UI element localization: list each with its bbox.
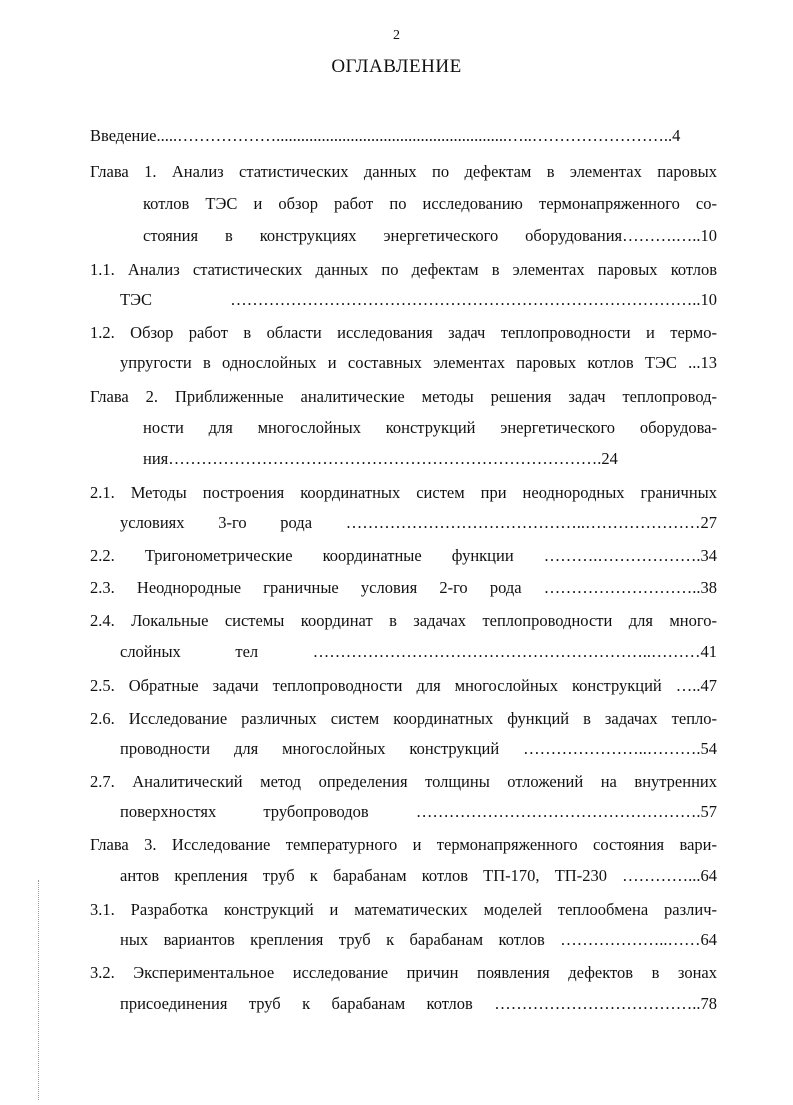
- toc-entry-2-4-cont: слойных тел ……………………………………………………..………41: [120, 642, 717, 661]
- toc-entry-1-1: 1.1. Анализ статистических данных по дефектам в элементах паровых котлов: [90, 260, 717, 279]
- toc-entry-2-7-cont: поверхностях трубопроводов …………………………………………….57: [120, 802, 717, 821]
- toc-entry-2-7: 2.7. Аналитический метод определения толщины отложений на внутренних: [90, 772, 717, 791]
- toc-entry-chapter-1: Глава 1. Анализ статистических данных по дефектам в элементах паровых: [90, 162, 717, 181]
- toc-entry-2-1: 2.1. Методы построения координатных систем при неоднородных граничных: [90, 483, 717, 502]
- toc-entry-chapter-3: Глава 3. Исследование температурного и термонапряженного состояния вари-: [90, 835, 717, 854]
- toc-entry-3-2: 3.2. Экспериментальное исследование причин появления дефектов в зонах: [90, 963, 717, 982]
- toc-entry-2-1-cont: условиях 3-го рода ……………………………………..…………………27: [120, 513, 717, 532]
- toc-entry-3-1: 3.1. Разработка конструкций и математических моделей теплообмена различ-: [90, 900, 717, 919]
- toc-entry-2-3: 2.3. Неоднородные граничные условия 2-го рода ………………………..38: [90, 578, 717, 597]
- toc-entry-2-5: 2.5. Обратные задачи теплопроводности для многослойных конструкций …..47: [90, 676, 717, 695]
- toc-entry-2-6-cont: проводности для многослойных конструкций …………………..……….54: [120, 739, 717, 758]
- toc-entry-chapter-3-cont: антов крепления труб к барабанам котлов ТП-170, ТП-230 …………...64: [120, 866, 717, 885]
- toc-entry-chapter-2: Глава 2. Приближенные аналитические методы решения задач теплопровод-: [90, 387, 717, 406]
- scan-margin-marks: [38, 880, 41, 1100]
- toc-entry-introduction: Введение.....………………........................................................…..……………………..4: [90, 126, 681, 145]
- toc-entry-chapter-1-cont: стояния в конструкциях энергетического оборудования……….…..10: [143, 226, 717, 245]
- toc-title: ОГЛАВЛЕНИЕ: [331, 56, 462, 77]
- toc-entry-1-2-cont: упругости в однослойных и составных элементах паровых котлов ТЭС ...13: [120, 353, 717, 372]
- toc-entry-1-1-cont: ТЭС …………………………………………………………………………..10: [120, 290, 717, 309]
- toc-entry-1-2: 1.2. Обзор работ в области исследования задач теплопроводности и термо-: [90, 323, 717, 342]
- toc-entry-chapter-2-cont: ния…………………………………………………………………….24: [143, 449, 618, 468]
- toc-entry-3-2-cont: присоединения труб к барабанам котлов ………………………………..78: [120, 994, 717, 1013]
- toc-entry-chapter-2-cont: ности для многослойных конструкций энергетического оборудова-: [143, 418, 717, 437]
- toc-entry-3-1-cont: ных вариантов крепления труб к барабанам котлов ………………..……64: [120, 930, 717, 949]
- toc-entry-2-2: 2.2. Тригонометрические координатные функции ……….……………….34: [90, 546, 717, 565]
- toc-entry-2-6: 2.6. Исследование различных систем координатных функций в задачах тепло-: [90, 709, 717, 728]
- toc-entry-chapter-1-cont: котлов ТЭС и обзор работ по исследованию термонапряженного со-: [143, 194, 717, 213]
- page-number: 2: [393, 28, 400, 43]
- toc-entry-2-4: 2.4. Локальные системы координат в задачах теплопроводности для много-: [90, 611, 717, 630]
